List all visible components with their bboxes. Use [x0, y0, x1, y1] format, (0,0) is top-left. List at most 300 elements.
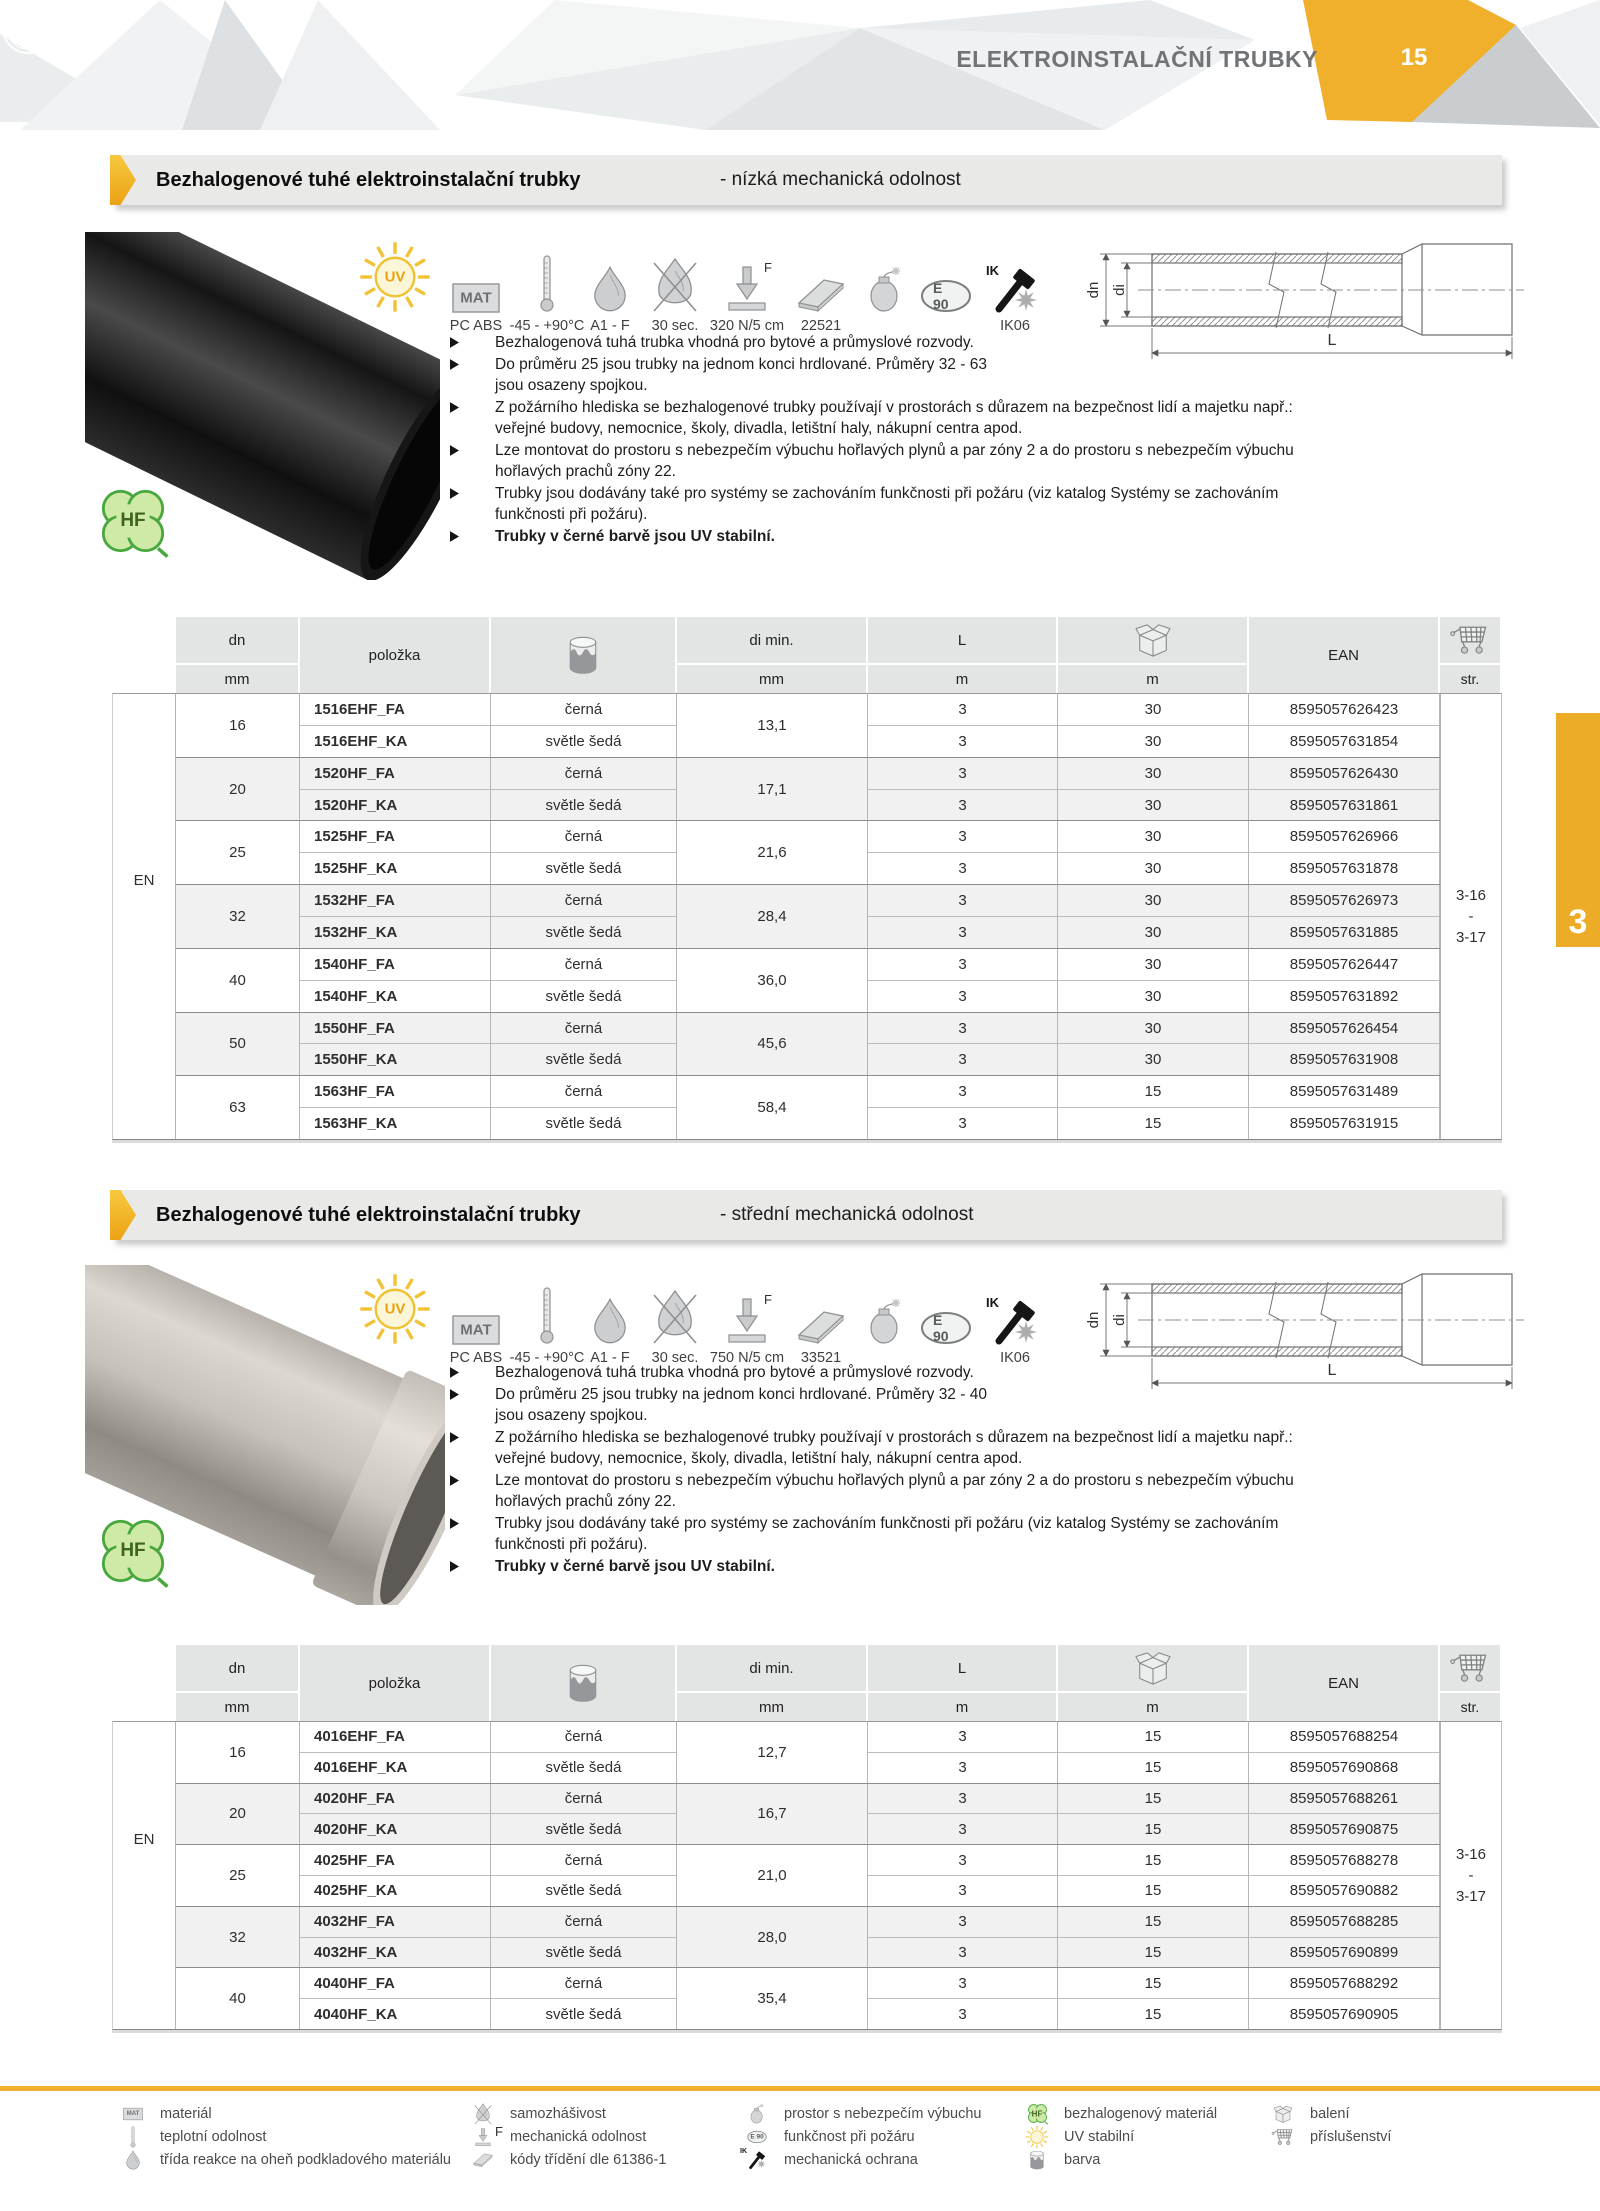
cell-color: [491, 1013, 677, 1076]
feature-line: Bezhalogenová tuhá trubka vhodná pro bytové a průmyslové rozvody.: [495, 1364, 974, 1381]
property-icon-cell: [857, 1272, 913, 1368]
cell-length-cell: 3: [958, 987, 967, 1005]
cell-di-min: 16,7: [677, 1784, 868, 1845]
property-icon-cell: [509, 1272, 585, 1368]
paint-can-icon: [567, 1663, 599, 1703]
feature-list: [450, 1362, 1525, 1577]
page-number: 15: [1400, 44, 1428, 71]
property-icon-cell: [509, 240, 585, 336]
cell-dn: 25: [176, 821, 300, 884]
fire-reaction-class-icon: [592, 1297, 628, 1345]
column-header-dn: [176, 1645, 300, 1721]
feature-line: Do průměru 25 jsou trubky na jednom konci hrdlované. Průměry 32 - 40: [495, 1385, 987, 1403]
feature-line: funkčnosti při požáru).: [495, 506, 648, 523]
feature-line: veřejné budovy, nemocnice, školy, divadla, letištní haly, nákupní centra apod.: [495, 1450, 1023, 1467]
legend-label: kódy třídění dle 61386-1: [510, 2151, 667, 2168]
page-ref-line: -: [1468, 908, 1474, 925]
property-icon-label: 750 N/5 cm: [709, 1350, 785, 1366]
column-header-dn-unit: mm: [224, 1698, 250, 1716]
cell-item-cell: 1563HF_KA: [313, 1115, 398, 1133]
column-header-dn-top: dn: [176, 617, 298, 665]
icon-glyph: UV: [384, 1300, 406, 1318]
column-header-di-min-top: di min.: [677, 1645, 866, 1693]
cell-ean-cell: 8595057688292: [1249, 1968, 1439, 1999]
cell-ean-cell: 8595057690905: [1289, 2005, 1399, 2023]
feature-line: Lze montovat do prostoru s nebezpečím výbuchu hořlavých plynů a par zóny 2 a do prostoru s nebezpečím výbuchu: [495, 441, 1294, 459]
feature-text: [495, 526, 775, 548]
cell-length: [868, 758, 1058, 821]
legend-item: [118, 2102, 451, 2125]
cell-ean-cell: 8595057626966: [1249, 821, 1439, 853]
cell-item-cell: 1520HF_FA: [300, 758, 490, 790]
cell-di-min: 21,6: [677, 821, 868, 884]
cell-pack-cell: 15: [1058, 1968, 1248, 1999]
feature-line: Trubky v černé barvě jsou UV stabilní.: [495, 527, 775, 545]
legend-label: UV stabilní: [1064, 2128, 1135, 2145]
property-icon-cell: [437, 1272, 515, 1368]
column-header-di-min: [677, 617, 868, 693]
cell-ean-cell: 8595057631908: [1289, 1051, 1399, 1069]
cell-pack-cell: 30: [1144, 923, 1162, 941]
cell-di-min: 21,0: [677, 1845, 868, 1906]
page-ref-line: 3-16: [1455, 887, 1486, 904]
property-icon-label: A1 - F: [590, 1350, 630, 1366]
feature-line: Do průměru 25 jsou trubky na jednom konci hrdlované. Průměry 32 - 63: [495, 355, 987, 373]
cell-color: [491, 1076, 677, 1139]
column-header-pack: [1058, 617, 1249, 693]
property-icon-cell: [579, 1272, 641, 1368]
hf-clover-icon: [95, 483, 171, 559]
cell-pack-cell: 30: [1144, 987, 1162, 1005]
cart-icon: [1449, 621, 1491, 659]
icon-glyph: IK: [986, 1295, 999, 1310]
property-icon-label: 30 sec.: [651, 318, 699, 334]
cell-pack: [1058, 694, 1249, 757]
cell-color-cell: černá: [491, 1784, 676, 1815]
impact-protection-icon: [986, 1295, 1040, 1345]
column-header-di-min: [677, 1645, 868, 1721]
section-subtitle: - nízká mechanická odolnost: [720, 169, 961, 190]
section-title-bar-low: [112, 155, 1502, 205]
legend-column: [468, 2102, 666, 2171]
cell-pack: [1058, 1968, 1249, 2029]
column-header-pack: [1058, 1645, 1249, 1721]
thermometer-icon: [118, 2126, 148, 2148]
legend-item: [1022, 2148, 1217, 2171]
icon-glyph: HF: [120, 1540, 146, 1561]
page-ref-line: 3-17: [1455, 1888, 1486, 1905]
cell-color-cell: světle šedá: [545, 1882, 622, 1900]
cell-color-cell: světle šedá: [545, 1051, 622, 1069]
cell-ean: [1249, 1722, 1440, 1783]
feature-line: hořlavých prachů zóny 22.: [495, 1493, 676, 1510]
legend-item: [1268, 2125, 1391, 2148]
explosion-zone-icon: [868, 1299, 902, 1345]
cell-ean-cell: 8595057631878: [1289, 860, 1399, 878]
self-extinguishing-icon: [652, 257, 698, 313]
cell-pack-cell: 30: [1144, 1051, 1162, 1069]
column-header-page-unit: str.: [1460, 671, 1480, 687]
column-header-length-unit: m: [955, 1698, 969, 1716]
legend-label: třída reakce na oheň podkladového materiálu: [160, 2151, 451, 2168]
property-icon-cell: [785, 1272, 857, 1368]
property-icon-label: -45 - +90°C: [509, 1350, 585, 1366]
page-ref-column: [1440, 694, 1501, 1139]
section-title: Bezhalogenové tuhé elektroinstalační trubky: [156, 1204, 581, 1226]
feature-text: [495, 1362, 974, 1384]
legend-item: [742, 2102, 981, 2125]
page-ref: [1456, 1844, 1486, 1907]
table-group-dn-25: [176, 820, 1440, 884]
legend-label: balení: [1310, 2105, 1350, 2122]
table-group-dn-16: [176, 1722, 1440, 1783]
bullet-icon: [450, 1367, 462, 1384]
cell-pack-cell: 15: [1144, 1820, 1162, 1838]
material-icon: [118, 2104, 148, 2124]
mechanical-resistance-icon: [468, 2123, 503, 2147]
cell-length-cell: 3: [958, 1943, 967, 1961]
paint-can-icon: [1022, 2150, 1052, 2170]
icon-glyph: MAT: [126, 2110, 140, 2117]
property-icon-cell: [979, 1272, 1051, 1368]
cell-item-cell: 1532HF_FA: [300, 885, 490, 917]
cell-length-cell: 3: [868, 1968, 1057, 1999]
table-body: [112, 693, 1502, 1140]
feature-item: [450, 1513, 1525, 1556]
cell-ean-cell: 8595057690899: [1289, 1943, 1399, 1961]
page-ref-column: [1440, 1722, 1501, 2029]
cell-color-cell: světle šedá: [545, 1820, 622, 1838]
cell-item-cell: 4016EHF_FA: [300, 1722, 490, 1753]
icon-glyph: F: [764, 1292, 772, 1307]
property-icon-cell: [353, 1272, 437, 1368]
mechanical-resistance-icon: [727, 260, 772, 313]
cell-item-cell: 4020HF_KA: [313, 1820, 398, 1838]
material-icon: [452, 1315, 500, 1345]
icon-glyph: IK: [986, 263, 999, 278]
cell-color-cell: černá: [491, 949, 676, 981]
cell-item-cell: 1540HF_FA: [300, 949, 490, 981]
bullet-icon: [450, 337, 462, 354]
cell-ean-cell: 8595057690882: [1289, 1882, 1399, 1900]
cell-color-cell: černá: [491, 1907, 676, 1938]
cell-dn: 63: [176, 1076, 300, 1139]
legend-item: [468, 2125, 666, 2148]
material-icon: [452, 283, 500, 313]
property-icon-cell: [913, 240, 979, 336]
cell-ean-cell: 8595057626430: [1249, 758, 1439, 790]
hf-clover-icon: [1022, 2102, 1052, 2125]
cell-pack-cell: 30: [1058, 1013, 1248, 1045]
cell-ean: [1249, 758, 1440, 821]
property-icon-cell: [353, 240, 437, 336]
column-header-color: [491, 617, 677, 693]
cell-dn: 40: [176, 1968, 300, 2029]
cell-pack-cell: 15: [1144, 2005, 1162, 2023]
page-header: [0, 0, 1600, 130]
property-icons-row: [353, 1272, 1057, 1368]
cell-item: [300, 1013, 491, 1076]
cell-item-cell: 4020HF_FA: [300, 1784, 490, 1815]
cell-color: [491, 949, 677, 1012]
cell-item: [300, 1968, 491, 2029]
cell-ean: [1249, 1968, 1440, 2029]
cell-di-min: 45,6: [677, 1013, 868, 1076]
property-icon-cell: [579, 240, 641, 336]
table-groups: [176, 694, 1440, 1139]
fire-reaction-class-icon: [118, 2150, 148, 2170]
cell-ean-cell: 8595057626447: [1249, 949, 1439, 981]
cell-item-cell: 4016EHF_KA: [313, 1759, 408, 1777]
bullet-icon: [450, 359, 462, 397]
classification-code-icon: [797, 277, 845, 313]
icon-glyph: HF: [1031, 2109, 1043, 2118]
hf-clover-icon: [95, 1513, 171, 1589]
property-icon-label: PC ABS: [449, 1350, 503, 1366]
cell-ean-cell: 8595057626454: [1249, 1013, 1439, 1045]
page-ref: [1456, 885, 1486, 948]
table-group-dn-32: [176, 1906, 1440, 1968]
cell-ean-cell: 8595057631854: [1289, 732, 1399, 750]
cell-length-cell: 3: [868, 885, 1057, 917]
uv-sun-icon: [358, 1272, 432, 1346]
cell-di-min: 58,4: [677, 1076, 868, 1139]
column-header-length-top: L: [868, 617, 1056, 665]
feature-text: [495, 1384, 987, 1427]
cell-pack-cell: 30: [1058, 949, 1248, 981]
fire-function-icon: [920, 1311, 972, 1345]
property-icon-cell: [785, 240, 857, 336]
cell-item-cell: 1525HF_FA: [300, 821, 490, 853]
cell-ean-cell: 8595057688285: [1249, 1907, 1439, 1938]
cell-color: [491, 1722, 677, 1783]
cell-color: [491, 1907, 677, 1968]
column-header-pack-top: [1058, 617, 1247, 665]
cell-length: [868, 1968, 1058, 2029]
bullet-icon: [450, 402, 462, 440]
cell-length-cell: 3: [958, 1759, 967, 1777]
cell-ean-cell: 8595057688254: [1249, 1722, 1439, 1753]
property-icon-cell: [857, 240, 913, 336]
cell-dn: 40: [176, 949, 300, 1012]
cell-pack-cell: 15: [1058, 1907, 1248, 1938]
cell-pack-cell: 15: [1144, 1759, 1162, 1777]
icon-glyph: HF: [120, 510, 146, 531]
icon-glyph: IK: [740, 2147, 747, 2155]
cell-pack-cell: 15: [1058, 1845, 1248, 1876]
column-header-dn-top: dn: [176, 1645, 298, 1693]
legend: [112, 2102, 1592, 2194]
cell-length-cell: 3: [868, 949, 1057, 981]
legend-label: bezhalogenový materiál: [1064, 2105, 1218, 2122]
cell-item-cell: 4032HF_FA: [300, 1907, 490, 1938]
cell-item: [300, 821, 491, 884]
cell-pack: [1058, 821, 1249, 884]
column-header-di-min-top: di min.: [677, 617, 866, 665]
cell-color-cell: černá: [491, 758, 676, 790]
bullet-icon: [450, 1389, 462, 1427]
property-icon-label: 320 N/5 cm: [709, 318, 785, 334]
column-header-page: [1440, 1645, 1502, 1721]
column-header-item: položka: [300, 617, 491, 693]
cell-pack-cell: 30: [1144, 860, 1162, 878]
feature-item: [450, 1384, 1525, 1427]
cell-length: [868, 694, 1058, 757]
cell-color-cell: černá: [491, 1968, 676, 1999]
bullet-icon: [450, 1432, 462, 1470]
cell-ean-cell: 8595057688261: [1249, 1784, 1439, 1815]
bullet-icon: [450, 445, 462, 483]
table-group-dn-50: [176, 1012, 1440, 1076]
legend-label: teplotní odolnost: [160, 2128, 267, 2145]
cell-length-cell: 3: [868, 1784, 1057, 1815]
cell-ean: [1249, 821, 1440, 884]
legend-item: [468, 2102, 666, 2125]
cell-item-cell: 1532HF_KA: [313, 923, 398, 941]
impact-protection-icon: [986, 263, 1040, 313]
cell-length-cell: 3: [868, 1076, 1057, 1108]
column-header-pack-top: [1058, 1645, 1247, 1693]
explosion-zone-icon: [742, 2104, 772, 2124]
cell-length-cell: 3: [958, 923, 967, 941]
cell-di-min: 28,4: [677, 885, 868, 948]
feature-line: Bezhalogenová tuhá trubka vhodná pro bytové a průmyslové rozvody.: [495, 334, 974, 351]
cell-color-cell: světle šedá: [545, 732, 622, 750]
legend-label: materiál: [160, 2105, 212, 2122]
cell-length: [868, 1784, 1058, 1845]
cell-di-min: 17,1: [677, 758, 868, 821]
cell-item: [300, 1907, 491, 1968]
cell-dn: 16: [176, 694, 300, 757]
cell-item: [300, 1076, 491, 1139]
cell-length-cell: 3: [958, 2005, 967, 2023]
cell-item-cell: 4025HF_FA: [300, 1845, 490, 1876]
icon-glyph: MAT: [460, 289, 492, 307]
column-header-ean: EAN: [1249, 617, 1440, 693]
cell-length-cell: 3: [868, 1722, 1057, 1753]
cell-color-cell: světle šedá: [545, 1115, 622, 1133]
column-header-length: [868, 617, 1058, 693]
cell-ean: [1249, 1076, 1440, 1139]
property-icon-cell: [913, 1272, 979, 1368]
property-icon-label: 33521: [800, 1350, 842, 1366]
cell-item-cell: 1525HF_KA: [313, 860, 398, 878]
cell-color: [491, 758, 677, 821]
legend-label: prostor s nebezpečím výbuchu: [784, 2105, 982, 2122]
chapter-tab-number: 3: [1568, 903, 1588, 941]
cell-pack: [1058, 1076, 1249, 1139]
chapter-tab: [1556, 713, 1600, 947]
icon-glyph: E 90: [933, 280, 949, 312]
cell-pack-cell: 30: [1144, 796, 1162, 814]
column-header-dn-unit: mm: [224, 670, 250, 688]
cell-color-cell: černá: [491, 821, 676, 853]
standard-label: EN: [133, 1830, 155, 1848]
cell-length: [868, 1013, 1058, 1076]
cell-pack: [1058, 758, 1249, 821]
feature-line: Lze montovat do prostoru s nebezpečím výbuchu hořlavých plynů a par zóny 2 a do prostoru s nebezpečím výbuchu: [495, 1471, 1294, 1489]
table-group-dn-63: [176, 1075, 1440, 1139]
feature-item: [450, 354, 1525, 397]
bullet-icon: [450, 488, 462, 526]
cell-di-min: 35,4: [677, 1968, 868, 2029]
feature-item: [450, 1470, 1525, 1513]
cell-item-cell: 4025HF_KA: [313, 1882, 398, 1900]
section-title-bar-medium: [112, 1190, 1502, 1240]
thermometer-icon: [540, 255, 554, 313]
legend-item: [118, 2125, 451, 2148]
feature-text: [495, 1513, 1278, 1556]
cell-ean-cell: 8595057626423: [1249, 694, 1439, 726]
cart-icon: [1449, 1649, 1491, 1687]
feature-item: [450, 526, 1525, 548]
cell-ean: [1249, 1784, 1440, 1845]
cell-length: [868, 1845, 1058, 1906]
self-extinguishing-icon: [468, 2103, 498, 2125]
column-header-item: položka: [300, 1645, 491, 1721]
legend-column: [1022, 2102, 1217, 2171]
table-group-dn-25: [176, 1844, 1440, 1906]
cell-length-cell: 3: [958, 732, 967, 750]
cell-ean: [1249, 949, 1440, 1012]
column-header-ean: EAN: [1249, 1645, 1440, 1721]
feature-line: jsou osazeny spojkou.: [495, 377, 648, 394]
cell-item-cell: 1550HF_FA: [300, 1013, 490, 1045]
legend-label: samozhášivost: [510, 2105, 606, 2122]
cell-pack-cell: 30: [1058, 821, 1248, 853]
legend-item: [742, 2125, 981, 2148]
property-icon-label: IK06: [1000, 1350, 1030, 1366]
cell-color-cell: černá: [491, 1722, 676, 1753]
column-header-di-min-unit: mm: [759, 1698, 784, 1716]
cell-dn: 16: [176, 1722, 300, 1783]
feature-item: [450, 397, 1525, 440]
cell-pack-cell: 30: [1058, 758, 1248, 790]
explosion-zone-icon: [868, 267, 902, 313]
cell-ean-cell: 8595057626973: [1249, 885, 1439, 917]
table-header-row: [112, 617, 1502, 693]
cell-pack-cell: 15: [1144, 1115, 1162, 1133]
feature-line: Trubky v černé barvě jsou UV stabilní.: [495, 1557, 775, 1575]
cell-pack: [1058, 1907, 1249, 1968]
mechanical-resistance-icon: [727, 1292, 772, 1345]
cell-pack-cell: 15: [1058, 1076, 1248, 1108]
cell-pack: [1058, 1722, 1249, 1783]
feature-text: [495, 483, 1278, 526]
icon-glyph: F: [764, 260, 772, 275]
package-icon: [1134, 622, 1172, 658]
feature-line: hořlavých prachů zóny 22.: [495, 463, 676, 480]
hf-clover-badge: [95, 1513, 175, 1593]
hf-clover-badge: [95, 483, 175, 563]
cell-pack: [1058, 885, 1249, 948]
cell-length-cell: 3: [868, 758, 1057, 790]
legend-column: [742, 2102, 981, 2171]
cell-pack-cell: 30: [1058, 694, 1248, 726]
cell-length-cell: 3: [958, 796, 967, 814]
classification-code-icon: [468, 2150, 498, 2170]
cell-item: [300, 949, 491, 1012]
fire-function-icon: [920, 279, 972, 313]
column-header-length-top: L: [868, 1645, 1056, 1693]
property-icon-label: -45 - +90°C: [509, 318, 585, 334]
cell-pack: [1058, 1013, 1249, 1076]
cell-item: [300, 1845, 491, 1906]
cell-dn: 32: [176, 885, 300, 948]
feature-item: [450, 440, 1525, 483]
cell-item: [300, 1722, 491, 1783]
cell-ean-cell: 8595057690868: [1289, 1759, 1399, 1777]
